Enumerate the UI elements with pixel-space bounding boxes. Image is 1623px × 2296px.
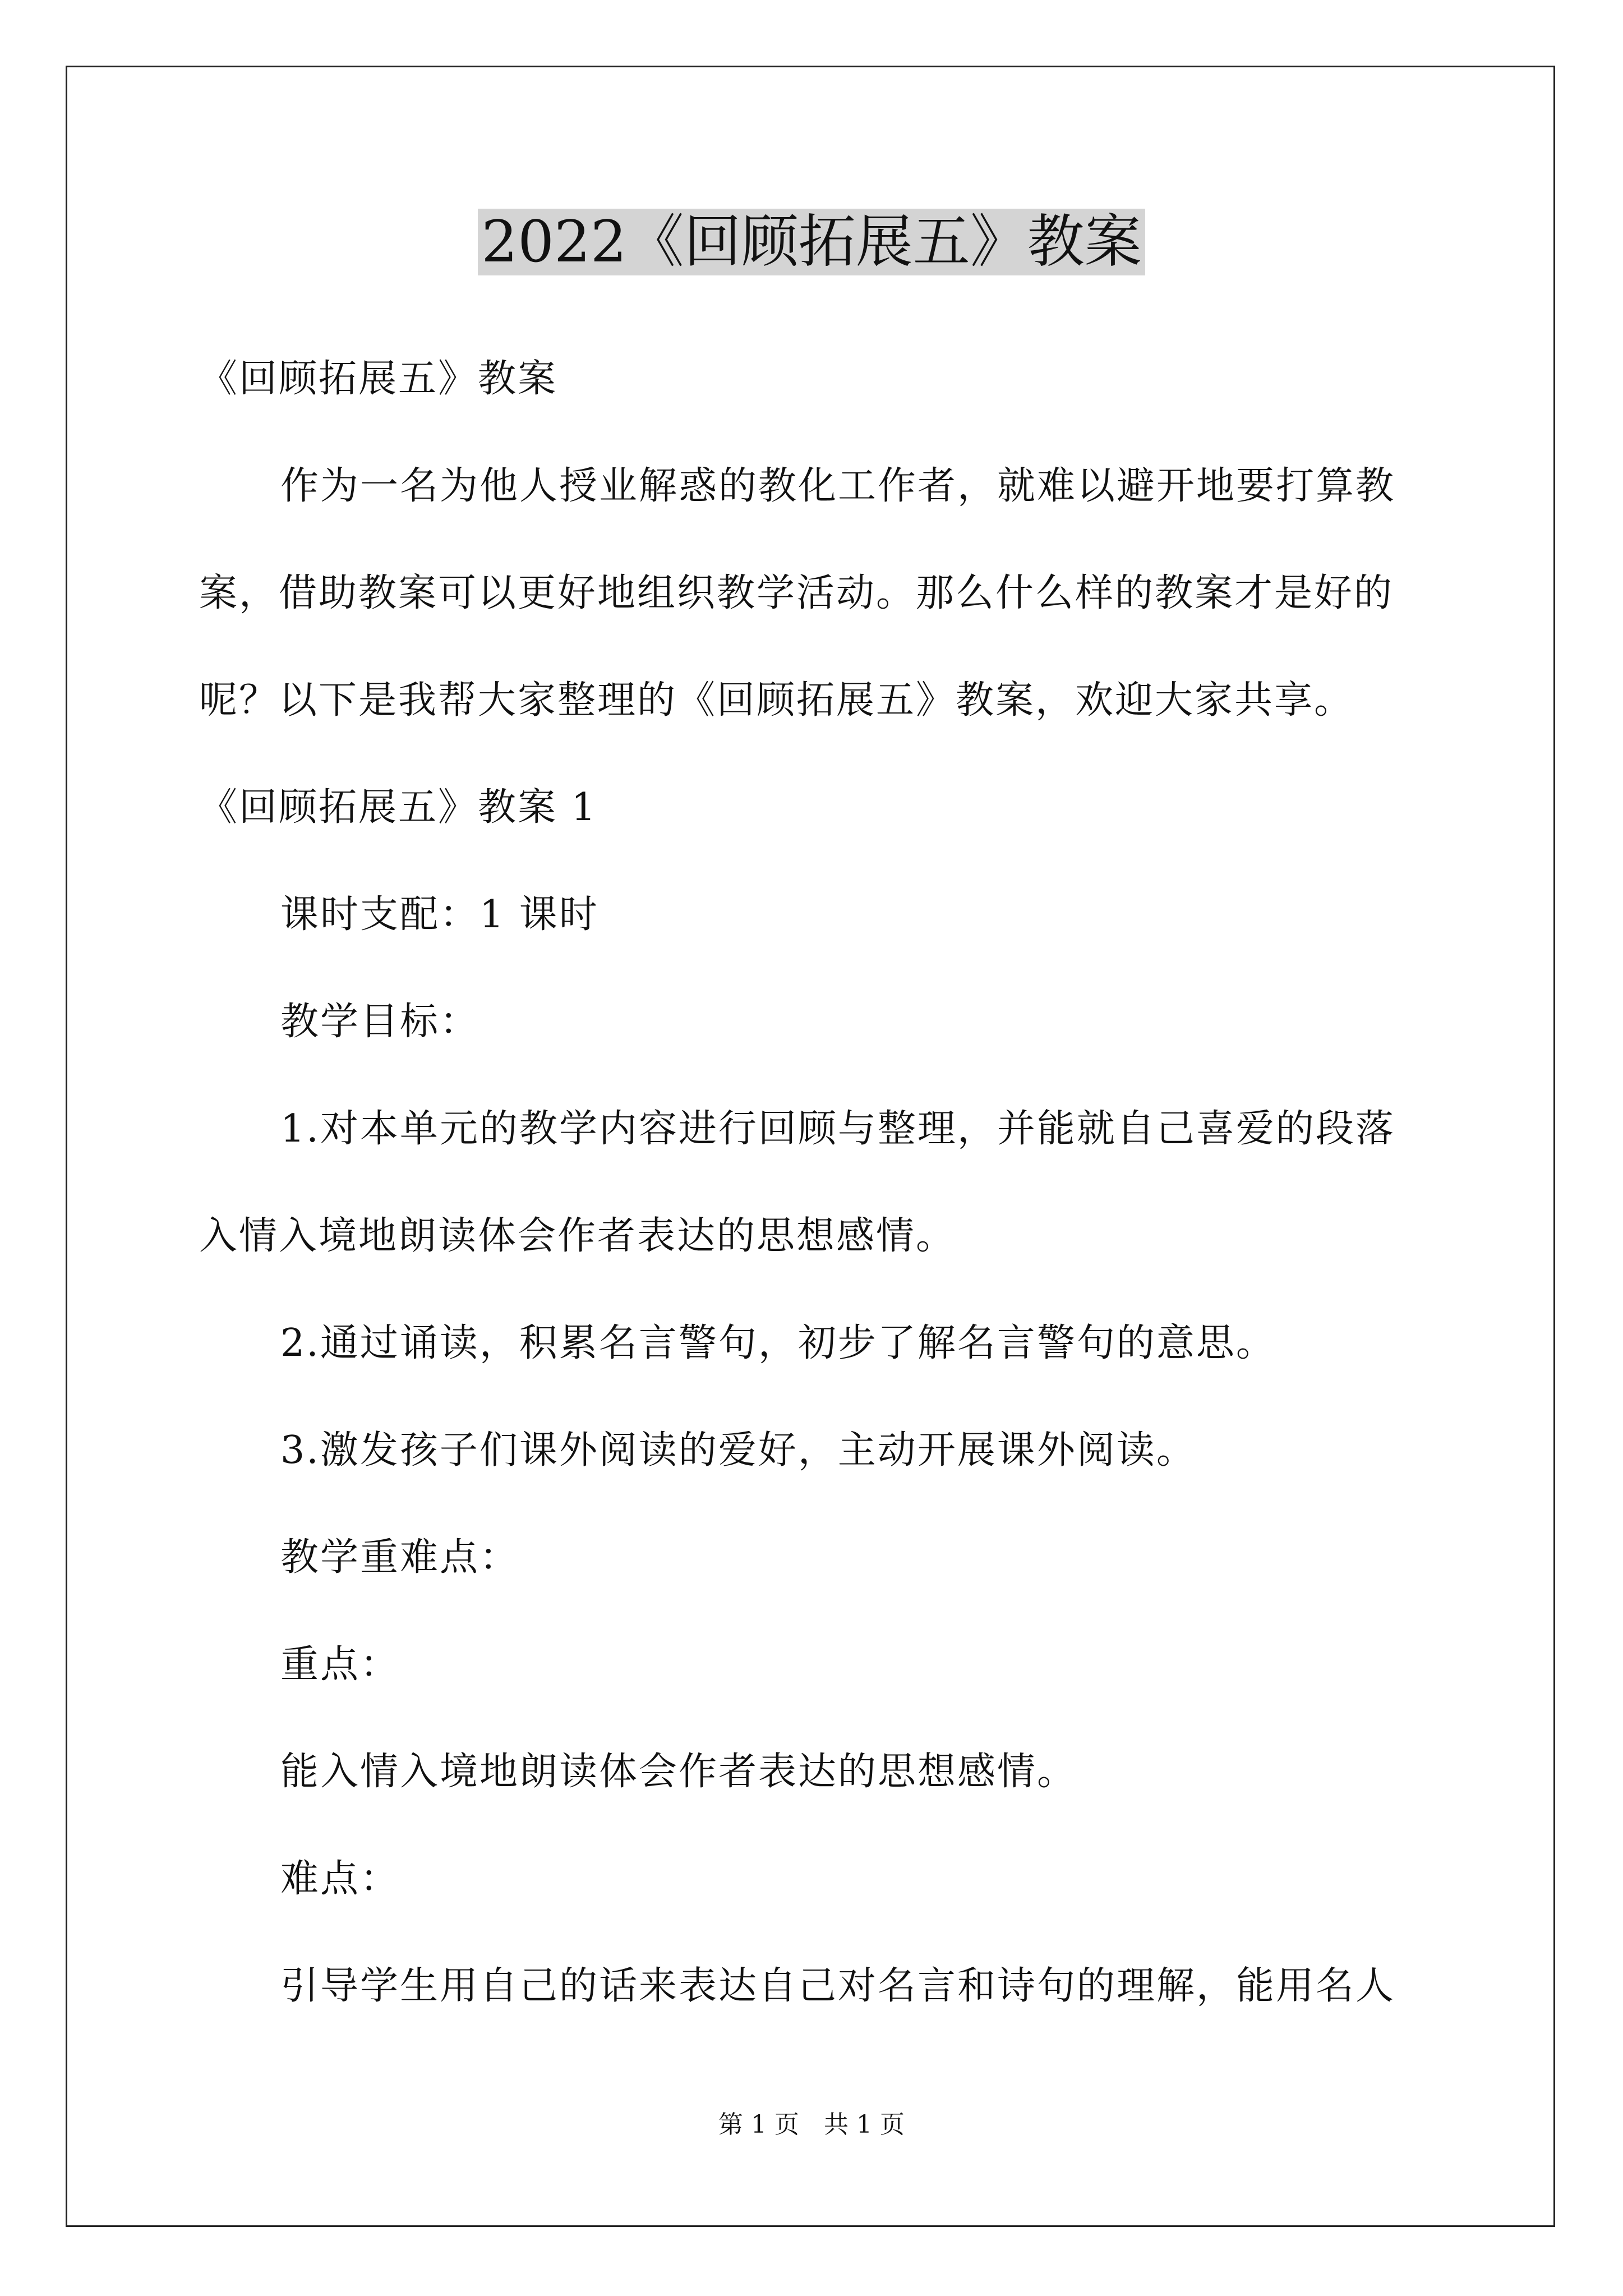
lesson-time: 课时支配：1 课时 — [280, 892, 599, 937]
intro-line-2: 案，借助教案可以更好地组织教学活动。那么什么样的教案才是好的 — [199, 571, 1394, 615]
objective-2: 2.通过诵读，积累名言警句，初步了解名言警句的意思。 — [280, 1321, 1276, 1365]
page-number-footer: 第 1 页 共 1 页 — [718, 2110, 905, 2139]
intro-line-3: 呢？以下是我帮大家整理的《回顾拓展五》教案，欢迎大家共享。 — [199, 678, 1354, 723]
document-title-text: 2022《回顾拓展五》教案 — [478, 209, 1145, 275]
focus-text: 能入情入境地朗读体会作者表达的思想感情。 — [280, 1750, 1077, 1794]
objective-1-line-1: 1.对本单元的教学内容进行回顾与整理，并能就自己喜爱的段落 — [280, 1107, 1395, 1151]
focus-heading: 重点： — [280, 1642, 400, 1687]
section-heading-1: 《回顾拓展五》教案 1 — [199, 785, 597, 830]
objectives-heading: 教学目标： — [280, 1000, 480, 1044]
subtitle-line: 《回顾拓展五》教案 — [199, 357, 558, 401]
key-points-heading: 教学重难点： — [280, 1535, 520, 1580]
difficulty-heading: 难点： — [280, 1857, 400, 1901]
objective-1-line-2: 入情入境地朗读体会作者表达的思想感情。 — [199, 1214, 956, 1258]
intro-line-1: 作为一名为他人授业解惑的教化工作者，就难以避开地要打算教 — [280, 464, 1396, 508]
objective-3: 3.激发孩子们课外阅读的爱好，主动开展课外阅读。 — [280, 1428, 1196, 1473]
document-title — [0, 203, 1623, 282]
difficulty-text: 引导学生用自己的话来表达自己对名言和诗句的理解，能用名人 — [280, 1964, 1396, 2008]
